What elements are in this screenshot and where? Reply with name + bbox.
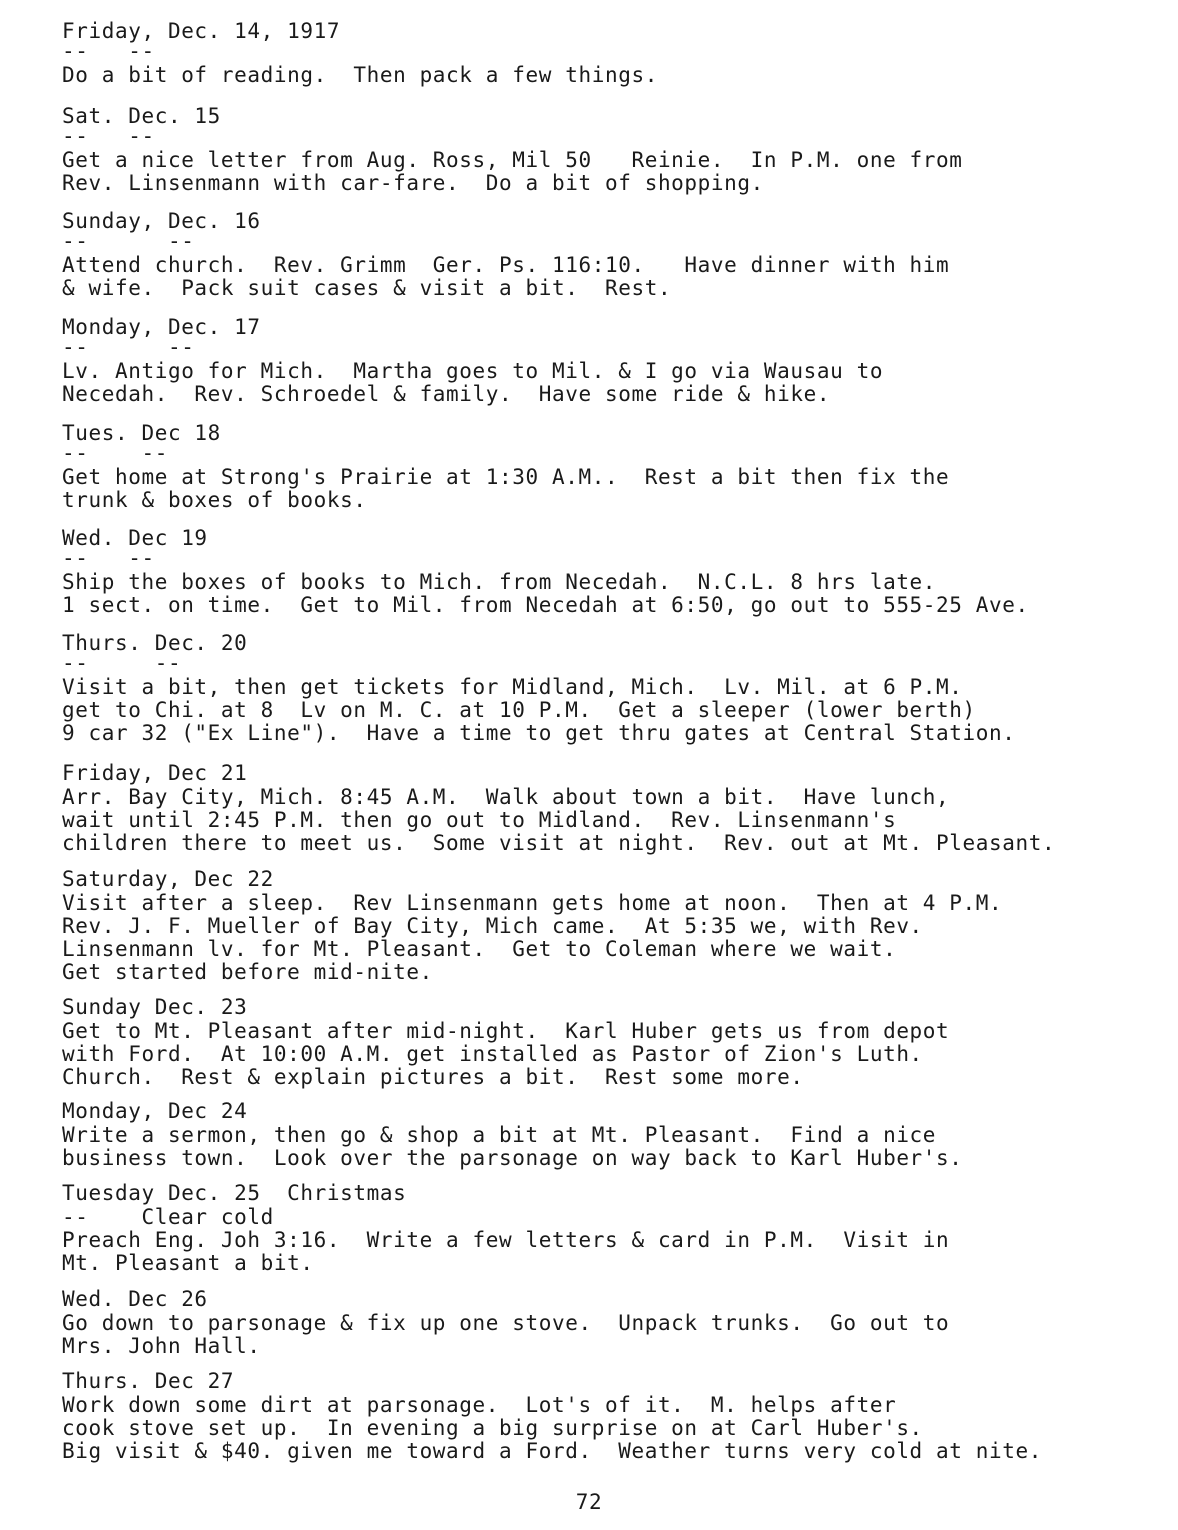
date-underline: -- -- [62,124,155,148]
entry-text-line: Get a nice letter from Aug. Ross, Mil 50 Reinie. In P.M. one from [62,148,963,172]
entry-text-line: 9 car 32 ("Ex Line"). Have a time to get thru gates at Central Station. [62,721,1016,745]
entry-text-line: children there to meet us. Some visit at night. Rev. out at Mt. Pleasant. [62,831,1056,855]
date-underline: -- Clear cold [62,1205,274,1229]
entry-text-line: Ship the boxes of books to Mich. from Necedah. N.C.L. 8 hrs late. [62,570,937,594]
entry-text-line: business town. Look over the parsonage on way back to Karl Huber's. [62,1146,963,1170]
entry-date-heading: Monday, Dec 24 [62,1099,248,1123]
entry-date-heading: Saturday, Dec 22 [62,867,274,891]
entry-date-heading: Friday, Dec. 14, 1917 [62,19,341,43]
entry-text-line: Preach Eng. Joh 3:16. Write a few letters & card in P.M. Visit in [62,1228,950,1252]
entry-text-line: cook stove set up. In evening a big surprise on at Carl Huber's. [62,1416,923,1440]
entry-text-line: Get to Mt. Pleasant after mid-night. Karl Huber gets us from depot [62,1019,950,1043]
diary-entry-dec-25 [62,1180,1174,1275]
entry-date-heading: Sunday Dec. 23 [62,995,248,1019]
entry-text-line: Get started before mid-nite. [62,960,433,984]
date-underline: -- -- [62,441,168,465]
diary-entry-dec-26 [62,1286,1174,1358]
entry-text-line: Rev. Linsenmann with car-fare. Do a bit of shopping. [62,171,764,195]
date-underline: -- -- [62,651,182,675]
entry-date-heading: Sat. Dec. 15 [62,104,221,128]
entry-text-line: Write a sermon, then go & shop a bit at Mt. Pleasant. Find a nice [62,1123,937,1147]
diary-entry-dec-18 [62,420,1174,512]
entry-text-line: 1 sect. on time. Get to Mil. from Necedah at 6:50, go out to 555-25 Ave. [62,593,1029,617]
entry-date-heading: Sunday, Dec. 16 [62,209,261,233]
entry-date-heading: Thurs. Dec 27 [62,1369,235,1393]
date-underline: -- -- [62,335,195,359]
entry-date-heading: Wed. Dec 19 [62,526,208,550]
entry-text-line: trunk & boxes of books. [62,488,367,512]
diary-entry-dec-14 [62,18,1174,87]
entry-text-line: Mt. Pleasant a bit. [62,1251,314,1275]
diary-entry-dec-22 [62,866,1174,984]
entry-date-heading: Thurs. Dec. 20 [62,631,248,655]
entry-date-heading: Tuesday Dec. 25 Christmas [62,1181,407,1205]
date-underline: -- -- [62,546,155,570]
diary-entry-dec-19 [62,525,1174,617]
entry-text-line: Visit after a sleep. Rev Linsenmann gets home at noon. Then at 4 P.M. [62,891,1003,915]
entry-text-line: Mrs. John Hall. [62,1334,261,1358]
entry-text-line: Rev. J. F. Mueller of Bay City, Mich came. At 5:35 we, with Rev. [62,914,923,938]
entry-date-heading: Friday, Dec 21 [62,761,248,785]
diary-entry-dec-27 [62,1368,1174,1463]
diary-entry-dec-21 [62,760,1174,855]
entry-date-heading: Wed. Dec 26 [62,1287,208,1311]
entry-date-heading: Monday, Dec. 17 [62,315,261,339]
diary-entry-dec-23 [62,994,1174,1089]
entry-text-line: Arr. Bay City, Mich. 8:45 A.M. Walk about town a bit. Have lunch, [62,785,950,809]
entry-text-line: with Ford. At 10:00 A.M. get installed as Pastor of Zion's Luth. [62,1042,923,1066]
entry-text-line: Attend church. Rev. Grimm Ger. Ps. 116:10. Have dinner with him [62,253,950,277]
entry-text-line: Go down to parsonage & fix up one stove. Unpack trunks. Go out to [62,1311,950,1335]
entry-text-line: Lv. Antigo for Mich. Martha goes to Mil. & I go via Wausau to [62,359,884,383]
entry-text-line: Do a bit of reading. Then pack a few things. [62,63,658,87]
entry-text-line: Visit a bit, then get tickets for Midland, Mich. Lv. Mil. at 6 P.M. [62,675,963,699]
entry-text-line: Work down some dirt at parsonage. Lot's of it. M. helps after [62,1393,897,1417]
date-underline: -- -- [62,39,155,63]
diary-entry-dec-15 [62,103,1174,195]
entry-text-line: Linsenmann lv. for Mt. Pleasant. Get to Coleman where we wait. [62,937,897,961]
diary-entry-dec-20 [62,630,1174,745]
diary-entry-dec-17 [62,314,1174,406]
diary-entry-dec-24 [62,1098,1174,1170]
page-number: 72 [575,1490,603,1514]
entry-text-line: get to Chi. at 8 Lv on M. C. at 10 P.M. Get a sleeper (lower berth) [62,698,976,722]
entry-text-line: wait until 2:45 P.M. then go out to Midland. Rev. Linsenmann's [62,808,897,832]
entry-text-line: Get home at Strong's Prairie at 1:30 A.M.. Rest a bit then fix the [62,465,950,489]
entry-text-line: Necedah. Rev. Schroedel & family. Have some ride & hike. [62,382,831,406]
entry-text-line: Church. Rest & explain pictures a bit. Rest some more. [62,1065,804,1089]
entry-text-line: & wife. Pack suit cases & visit a bit. Rest. [62,276,672,300]
entry-date-heading: Tues. Dec 18 [62,421,221,445]
date-underline: -- -- [62,229,195,253]
diary-entry-dec-16 [62,208,1174,300]
entry-text-line: Big visit & $40. given me toward a Ford. Weather turns very cold at nite. [62,1439,1042,1463]
